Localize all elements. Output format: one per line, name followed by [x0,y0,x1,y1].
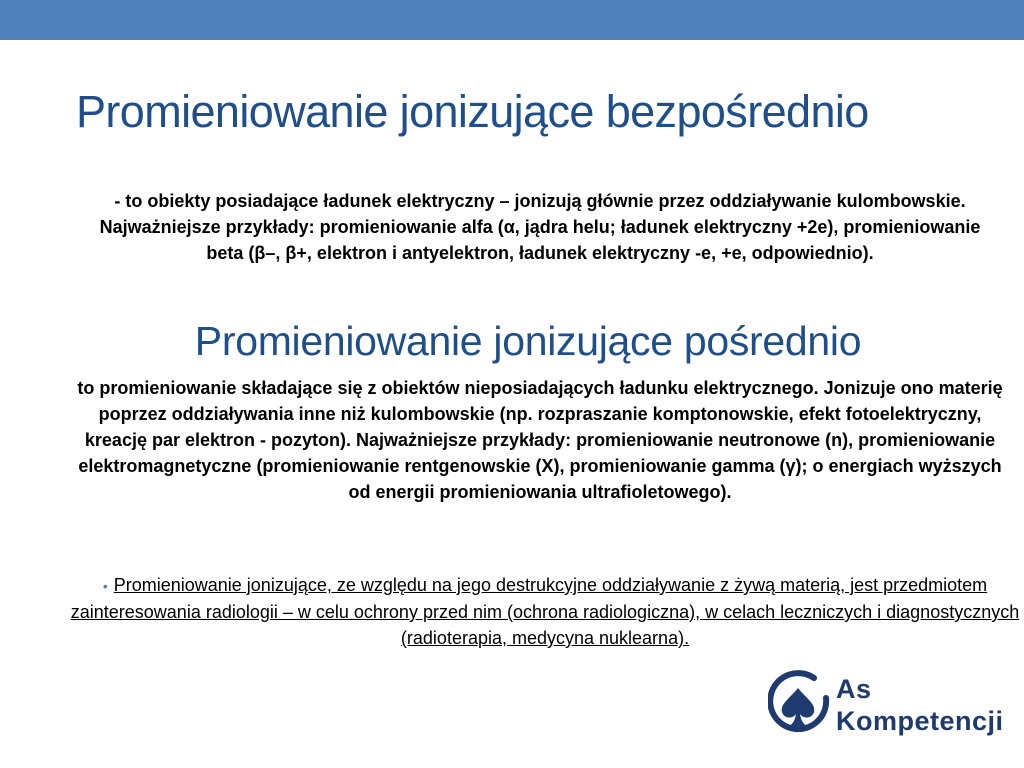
direct-ionization-paragraph: - to obiekty posiadające ładunek elektryczny – jonizują głównie przez oddziaływanie kulombowskie. Najważniejsze przykłady: promieniowanie alfa (α, jądra helu; ładunek elektryczny +2e), promieniowanie beta (β–, β+, elektron i antyelektron, ładunek elektryczny -e, +e, odpowiednio). [99,191,981,263]
top-accent-bar [0,0,1024,40]
logo-text-as: As [836,674,872,704]
as-kompetencji-logo [768,668,1004,748]
slide-subtitle: Promieniowanie jonizujące pośrednio [194,318,862,364]
spade-in-circle-icon [768,668,834,744]
bullet-link-text[interactable]: Promieniowanie jonizujące, ze względu na jego destrukcyjne oddziaływanie z żywą materią, jest przedmiotem zainteresowania radiologii – w celu ochrony przed nim (ochrona radiologiczna), w celach leczniczych i diagnostycznych (radioterapia, medycyna nuklearna). [70,575,1020,648]
indirect-ionization-paragraph: to promieniowanie składające się z obiektów nieposiadających ładunku elektrycznego. Jonizuje ono materię poprzez oddziaływania inne niż kulombowskie (np. rozpraszanie komptonowskie, efekt fotoelektryczny, kreację par elektron - pozyton). Najważniejsze przykłady: promieniowanie neutronowe (n), promieniowanie elektromagnetyczne (promieniowanie rentgenowskie (X), promieniowanie gamma (γ); o energiach wyższych od energii promieniowania ultrafioletowego). [77,378,1003,502]
logo-text-kompetencji: Kompetencji [836,706,1004,736]
bullet-icon: • [102,578,108,594]
slide-title: Promieniowanie jonizujące bezpośrednio [76,86,869,137]
bullet-item [70,572,1020,651]
